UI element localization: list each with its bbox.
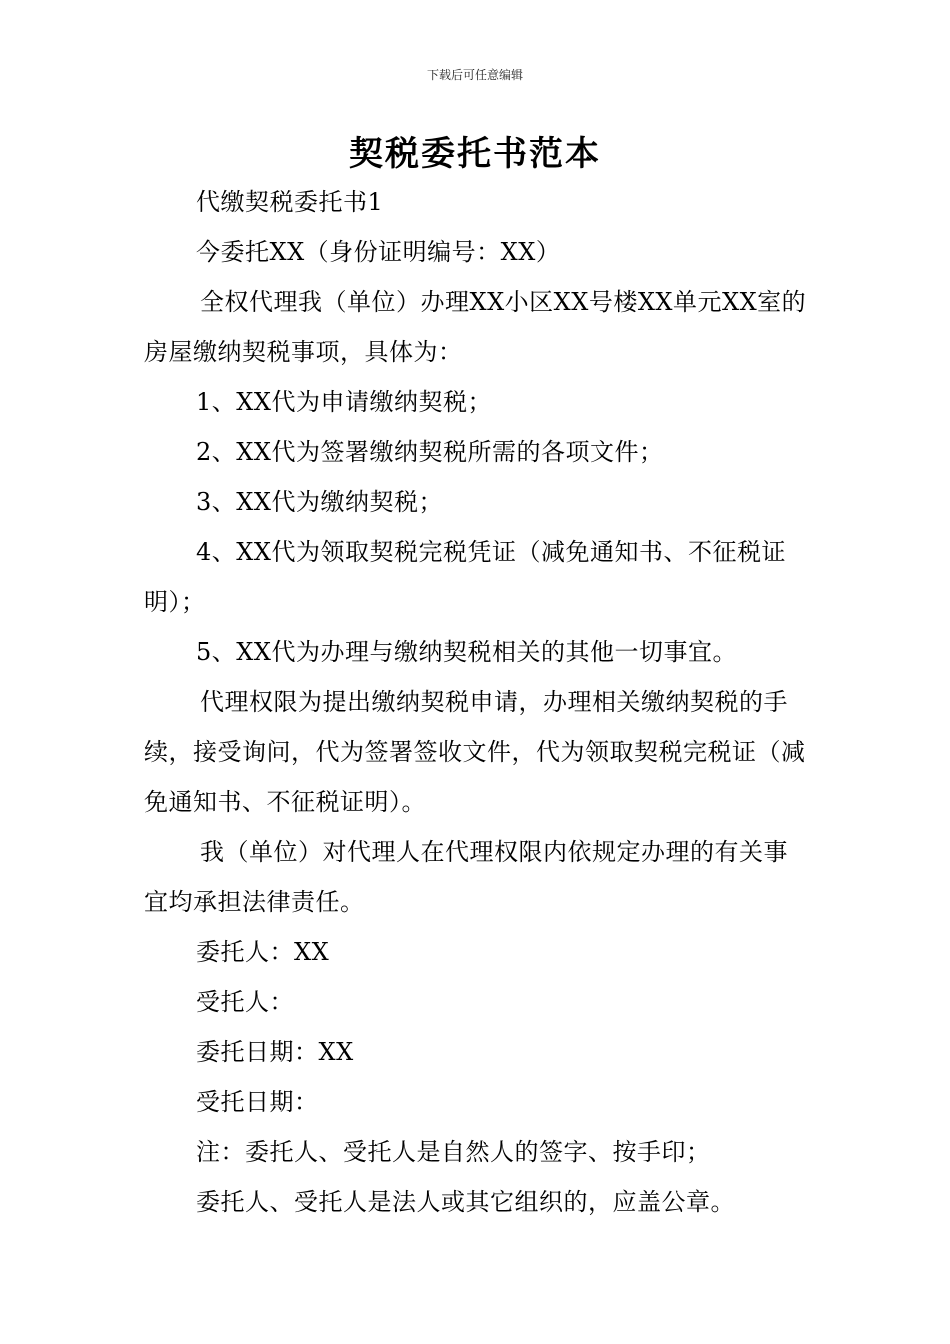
signature-field: 受托人： [196,988,294,1016]
note-line: 委托人、受托人是法人或其它组织的，应盖公章。 [196,1188,735,1216]
date-field: 受托日期： [196,1088,319,1116]
date-field: 委托日期：XX [196,1038,354,1066]
paragraph: 我（单位）对代理人在代理权限内依规定办理的有关事宜均承担法律责任。 [144,838,788,916]
paragraph: 代缴契税委托书1 [196,188,384,216]
list-item: 1、XX代为申请缴纳契税； [196,388,492,416]
paragraph: 代理权限为提出缴纳契税申请，办理相关缴纳契税的手续，接受询问，代为签署签收文件，代为领取契税完税证（减免通知书、不征税证明）。 [144,688,806,816]
document-body [144,177,809,1227]
list-item: 4、XX代为领取契税完税凭证（减免通知书、不征税证明）； [144,538,786,616]
list-item: 5、XX代为办理与缴纳契税相关的其他一切事宜。 [196,638,737,666]
document-title: 契税委托书范本 [349,134,601,174]
paragraph: 今委托XX（身份证明编号：XX） [196,238,561,266]
note-line: 注：委托人、受托人是自然人的签字、按手印； [196,1138,711,1166]
list-item: 3、XX代为缴纳契税； [196,488,443,516]
signature-field: 委托人：XX [196,938,330,966]
paragraph: 全权代理我（单位）办理XX小区XX号楼XX单元XX室的房屋缴纳契税事项，具体为： [144,288,807,366]
list-item: 2、XX代为签署缴纳契税所需的各项文件； [196,438,664,466]
page-header-note: 下载后可任意编辑 [426,68,523,82]
